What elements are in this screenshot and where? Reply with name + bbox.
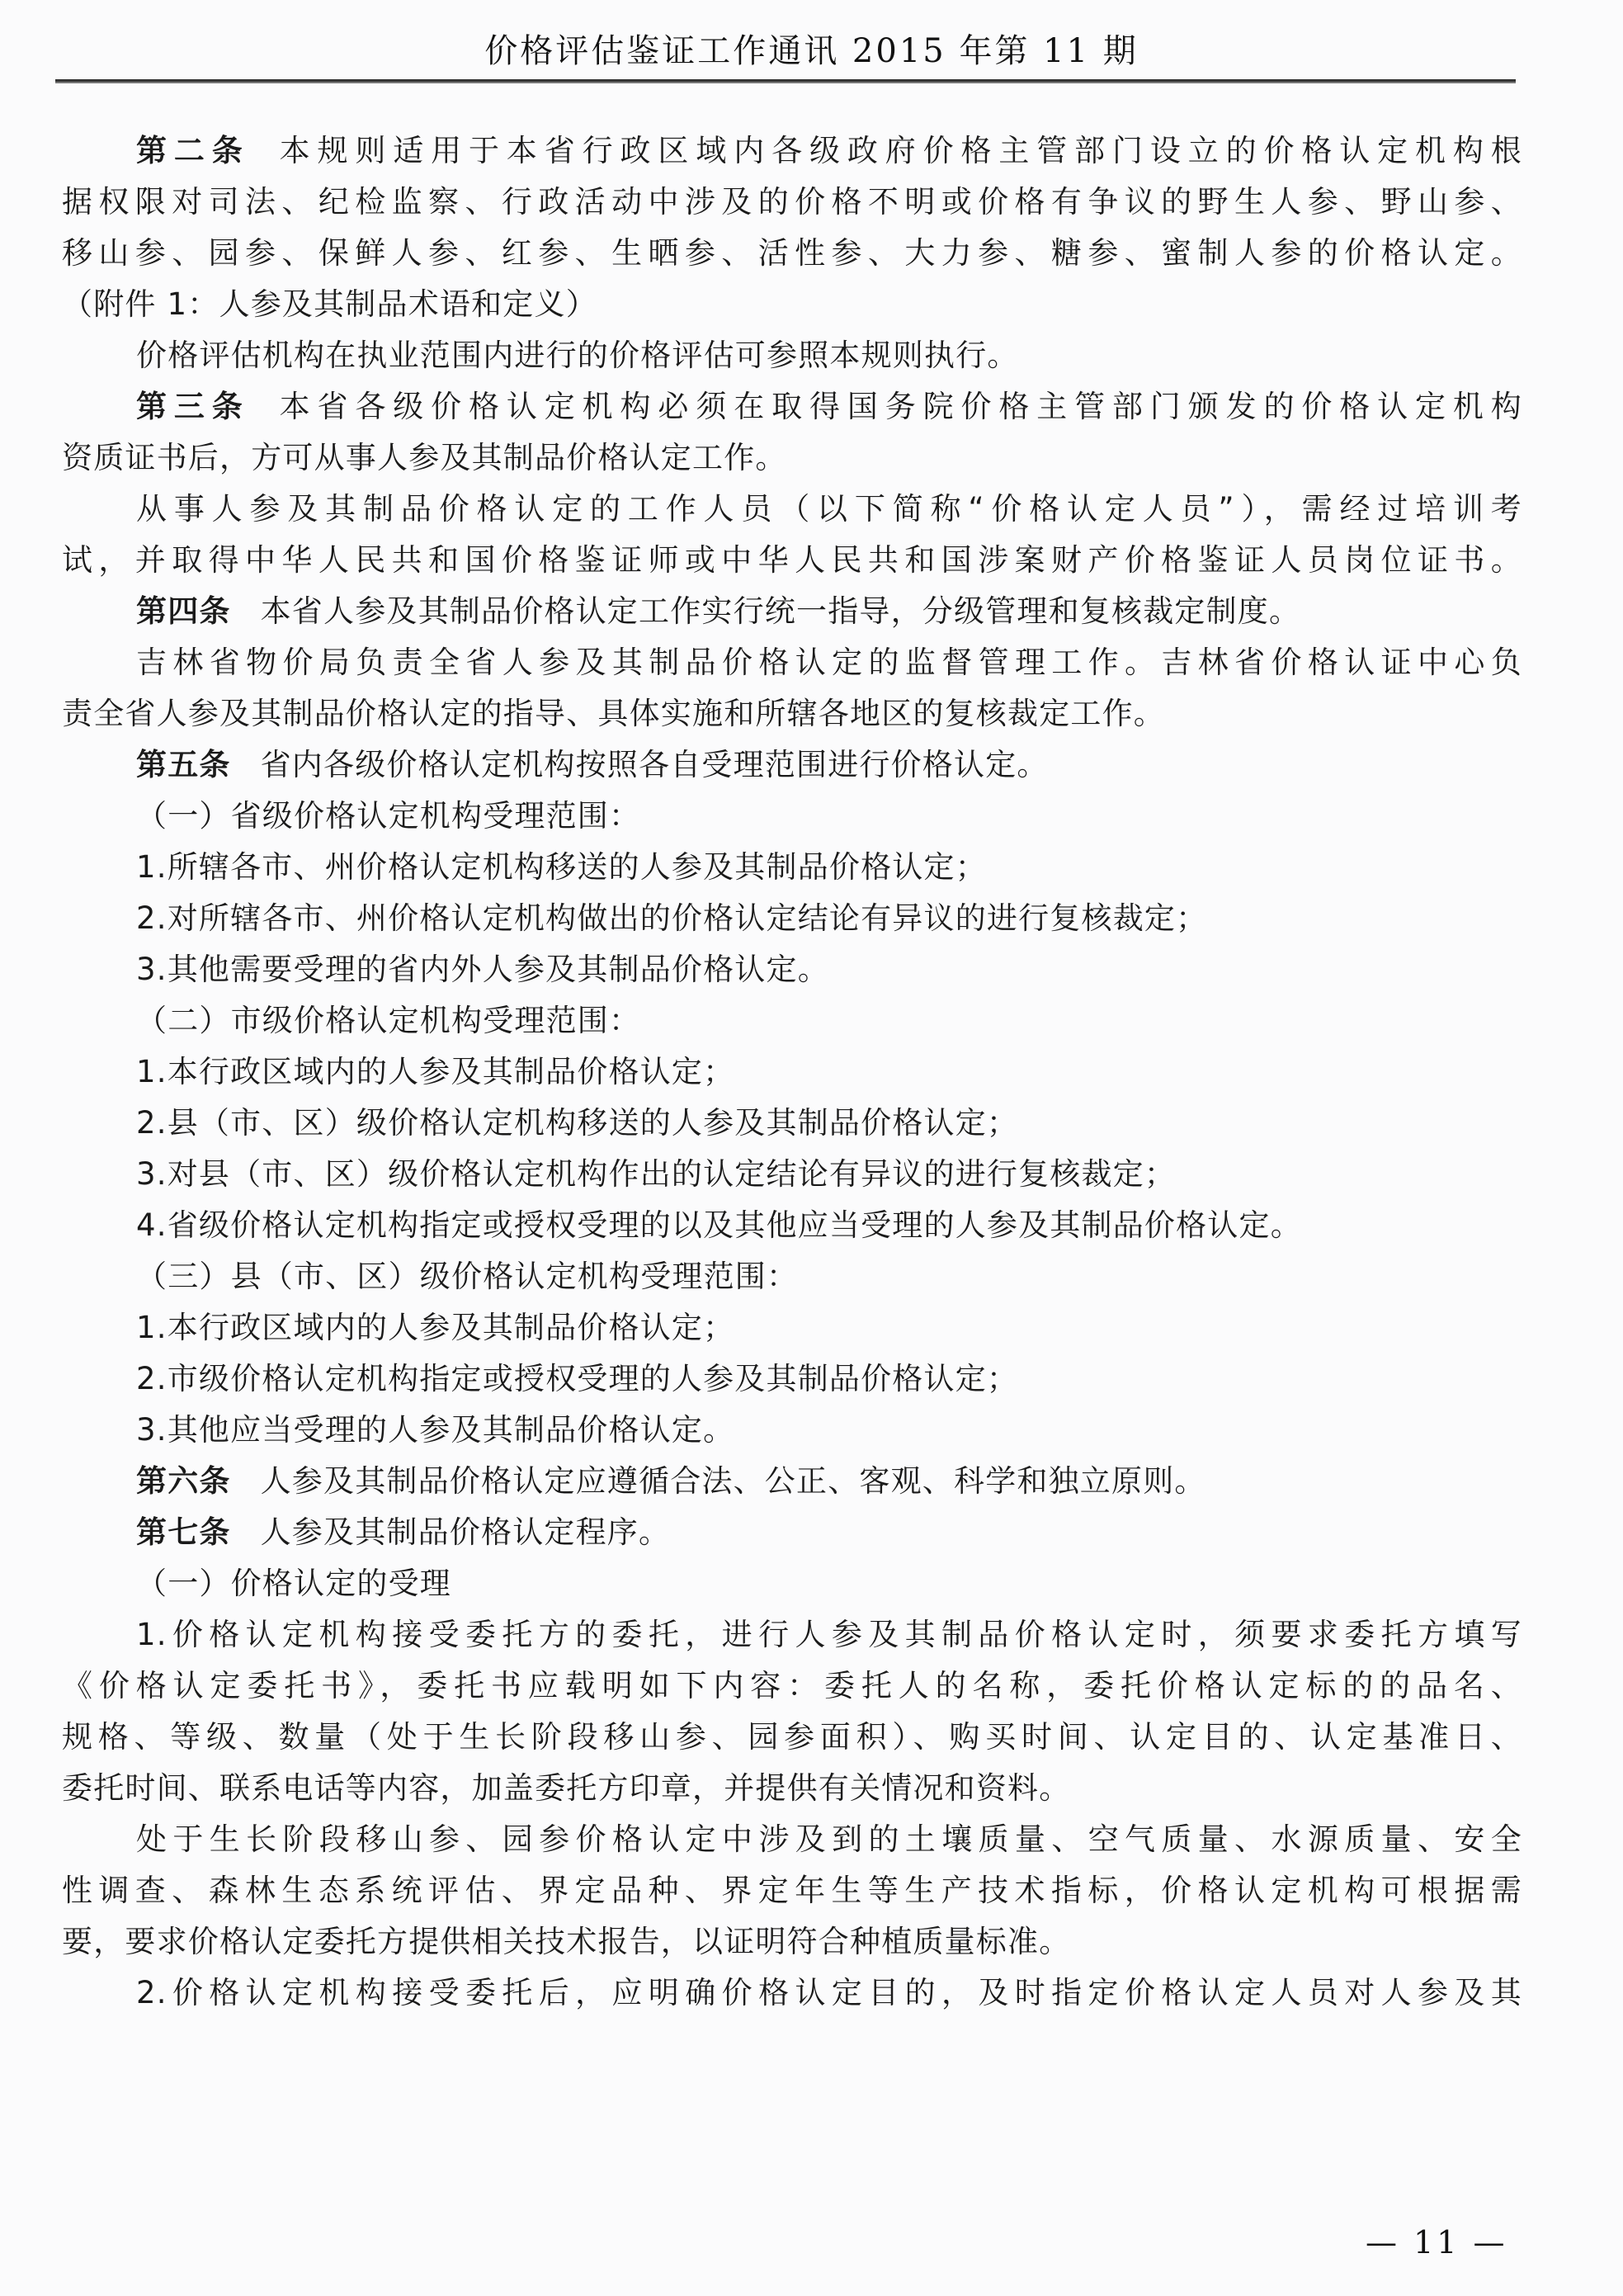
text-line [62,535,1522,586]
line-text: 资质证书后，方可从事人参及其制品价格认定工作。 [62,440,787,475]
line-text: 本省人参及其制品价格认定工作实行统一指导，分级管理和复核裁定制度。 [260,593,1301,629]
line-text: 本规则适用于本省行政区域内各级政府价格主管部门设立的价格认定机构根 [279,133,1522,168]
line-text: 1.本行政区域内的人参及其制品价格认定； [136,1310,735,1345]
article-number: 第二条 [136,133,250,168]
text-line [62,1354,1522,1405]
text-line [62,1405,1522,1456]
document-body [62,125,1522,2019]
line-text: 委托时间、联系电话等内容，加盖委托方印章，并提供有关情况和资料。 [62,1770,1071,1806]
text-line [62,1814,1522,1865]
article-number: 第六条 [136,1463,231,1499]
line-text: 1.本行政区域内的人参及其制品价格认定； [136,1054,735,1089]
text-line [62,1763,1522,1814]
text-line [62,944,1522,995]
line-text: 人参及其制品价格认定程序。 [260,1514,671,1550]
text-line [62,228,1522,279]
text-line [62,893,1522,944]
line-text: 2.市级价格认定机构指定或授权受理的人参及其制品价格认定； [136,1361,1019,1396]
text-line [62,1200,1522,1251]
article-number: 第四条 [136,593,231,629]
line-text: 2.对所辖各市、州价格认定机构做出的价格认定结论有异议的进行复核裁定； [136,900,1208,936]
text-line [62,1712,1522,1763]
text-line [62,1865,1522,1916]
line-text: 吉林省物价局负责全省人参及其制品价格认定的监督管理工作。吉林省价格认证中心负 [136,645,1522,680]
line-text: 处于生长阶段移山参、园参价格认定中涉及到的土壤质量、空气质量、水源质量、安全 [136,1821,1522,1857]
running-title: 价格评估鉴证工作通讯 2015 年第 11 期 [484,32,1139,70]
text-line [62,842,1522,893]
article-line [62,1507,1522,1558]
line-text: 试，并取得中华人民共和国价格鉴证师或中华人民共和国涉案财产价格鉴证人员岗位证书。 [62,542,1522,578]
line-text: 省内各级价格认定机构按照各自受理范围进行价格认定。 [260,747,1049,782]
line-text: 4.省级价格认定机构指定或授权受理的以及其他应当受理的人参及其制品价格认定。 [136,1207,1302,1243]
article-line [62,1456,1522,1507]
line-text: 本省各级价格认定机构必须在取得国务院价格主管部门颁发的价格认定机构 [279,389,1522,424]
line-text: 2.价格认定机构接受委托后，应明确价格认定目的，及时指定价格认定人员对人参及其 [136,1975,1522,2010]
text-line [62,791,1522,842]
text-line [62,1968,1522,2019]
article-line [62,739,1522,791]
text-line [62,484,1522,535]
line-text: 要，要求价格认定委托方提供相关技术报告，以证明符合种植质量标准。 [62,1924,1071,1959]
article-line [62,586,1522,637]
article-number: 第七条 [136,1514,231,1550]
text-line [62,177,1522,228]
text-line [62,330,1522,381]
text-line [62,1302,1522,1354]
line-text: 据权限对司法、纪检监察、行政活动中涉及的价格不明或价格有争议的野生人参、野山参、 [62,184,1522,220]
article-number: 第五条 [136,747,231,782]
line-text: （附件 1：人参及其制品术语和定义） [62,286,597,322]
line-text: 《价格认定委托书》，委托书应载明如下内容：委托人的名称，委托价格认定标的的品名、 [62,1668,1522,1703]
text-line [62,279,1522,330]
line-text: 人参及其制品价格认定应遵循合法、公正、客观、科学和独立原则。 [260,1463,1206,1499]
text-line [62,1558,1522,1609]
line-text: 3.其他应当受理的人参及其制品价格认定。 [136,1412,735,1448]
line-text: 性调查、森林生态系统评估、界定品种、界定年生等生产技术指标，价格认定机构可根据需 [62,1873,1522,1908]
line-text: 从事人参及其制品价格认定的工作人员（以下简称“价格认定人员”），需经过培训考 [136,491,1522,527]
text-line [62,1916,1522,1968]
article-number: 第三条 [136,389,250,424]
line-text: 价格评估机构在执业范围内进行的价格评估可参照本规则执行。 [136,338,1019,373]
text-line [62,995,1522,1046]
line-text: 1.所辖各市、州价格认定机构移送的人参及其制品价格认定； [136,849,987,885]
text-line [62,1609,1522,1661]
line-text: 责全省人参及其制品价格认定的指导、具体实施和所辖各地区的复核裁定工作。 [62,696,1165,731]
line-text: 3.对县（市、区）级价格认定机构作出的认定结论有异议的进行复核裁定； [136,1156,1177,1192]
line-text: （二）市级价格认定机构受理范围： [136,1003,641,1038]
line-text: 2.县（市、区）级价格认定机构移送的人参及其制品价格认定； [136,1105,1019,1141]
line-text: 规格、等级、数量（处于生长阶段移山参、园参面积）、购买时间、认定目的、认定基准日、 [62,1719,1522,1755]
header-rule-divider [55,79,1516,83]
text-line [62,432,1522,484]
text-line [62,1251,1522,1302]
article-line [62,381,1522,432]
text-line [62,1661,1522,1712]
text-line [62,637,1522,688]
line-text: （三）县（市、区）级价格认定机构受理范围： [136,1259,799,1294]
line-text: （一）价格认定的受理 [136,1566,451,1601]
text-line [62,1098,1522,1149]
line-text: （一）省级价格认定机构受理范围： [136,798,641,834]
line-text: 1.价格认定机构接受委托方的委托，进行人参及其制品价格认定时，须要求委托方填写 [136,1617,1522,1652]
line-text: 3.其他需要受理的省内外人参及其制品价格认定。 [136,952,829,987]
article-line [62,125,1522,177]
text-line [62,688,1522,739]
line-text: 移山参、园参、保鲜人参、红参、生晒参、活性参、大力参、糖参、蜜制人参的价格认定。 [62,235,1522,271]
text-line [62,1046,1522,1098]
text-line [62,1149,1522,1200]
page-number: — 11 — [1366,2224,1508,2261]
